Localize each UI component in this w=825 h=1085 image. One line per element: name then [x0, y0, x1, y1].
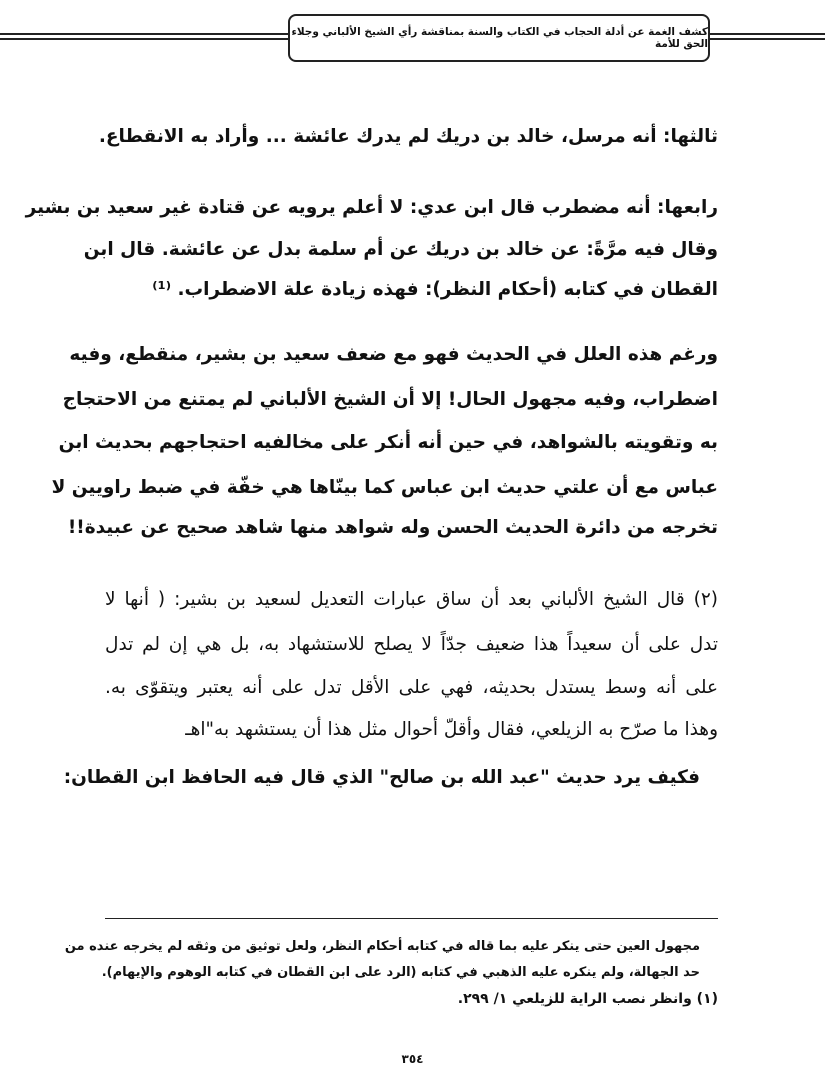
footnote-separator [105, 918, 718, 919]
running-header [288, 14, 710, 62]
paragraph-line: عباس مع أن علتي حديث ابن عباس كما بينّاها هي خفّة في ضبط راويين لا [51, 477, 718, 498]
paragraph-line: وهذا ما صرّح به الزيلعي، فقال وأقلّ أحوال مثل هذا أن يستشهد به"اهـ [185, 719, 718, 740]
paragraph-line: به وتقويته بالشواهد، في حين أنه أنكر على مخالفيه احتجاجهم بحديث ابن [58, 432, 718, 453]
paragraph-line: وقال فيه مرَّةً: عن خالد بن دريك عن أم سلمة بدل عن عائشة. قال ابن [83, 239, 718, 260]
paragraph-line: (٢) قال الشيخ الألباني بعد أن ساق عبارات التعديل لسعيد بن بشير: ( أنها لا [105, 589, 718, 610]
paragraph-line: اضطراب، وفيه مجهول الحال! إلا أن الشيخ الألباني لم يمتنع من الاحتجاج [62, 389, 718, 410]
footnote-line: مجهول العين حتى ينكر عليه بما قاله في كتابه أحكام النظر، ولعل توثيق من وثقه لم يخرجه عنده من [64, 939, 700, 954]
running-title: كشف الغمة عن أدلة الحجاب في الكتاب والسنة بمناقشة رأي الشيخ الألباني وجلاء الحق للأمة [291, 26, 708, 50]
paragraph-line: ورغم هذه العلل في الحديث فهو مع ضعف سعيد بن بشير، منقطع، وفيه [69, 344, 718, 365]
paragraph-line: رابعها: أنه مضطرب قال ابن عدي: لا أعلم يرويه عن قتادة غير سعيد بن بشير [25, 197, 718, 218]
paragraph-line: ثالثها: أنه مرسل، خالد بن دريك لم يدرك عائشة ... وأراد به الانقطاع. [98, 126, 718, 147]
paragraph-line: تدل على أن سعيداً هذا ضعيف جدّاً لا يصلح للاستشهاد به، بل هي إن لم تدل [105, 634, 718, 655]
paragraph-line: تخرجه من دائرة الحديث الحسن وله شواهد منها شاهد صحيح عن عبيدة!! [67, 517, 718, 538]
paragraph-line: فكيف يرد حديث "عبد الله بن صالح" الذي قال فيه الحافظ ابن القطان: [63, 767, 700, 788]
paragraph-line: على أنه وسط يستدل بحديثه، فهي على الأقل تدل على أنه يعتبر ويتقوّى به. [105, 677, 718, 698]
footnote-line: حد الجهالة، ولم ينكره عليه الذهبي في كتابه (الرد على ابن القطان في كتابه الوهوم والإيهام). [101, 965, 700, 980]
page-number: ٣٥٤ [401, 1052, 424, 1066]
paragraph-line: القطان في كتابه (أحكام النظر): فهذه زيادة علة الاضطراب. ⁽¹⁾ [152, 279, 718, 300]
footnote-line: (١) وانظر نصب الراية للزيلعي ١/ ٢٩٩. [457, 991, 718, 1007]
